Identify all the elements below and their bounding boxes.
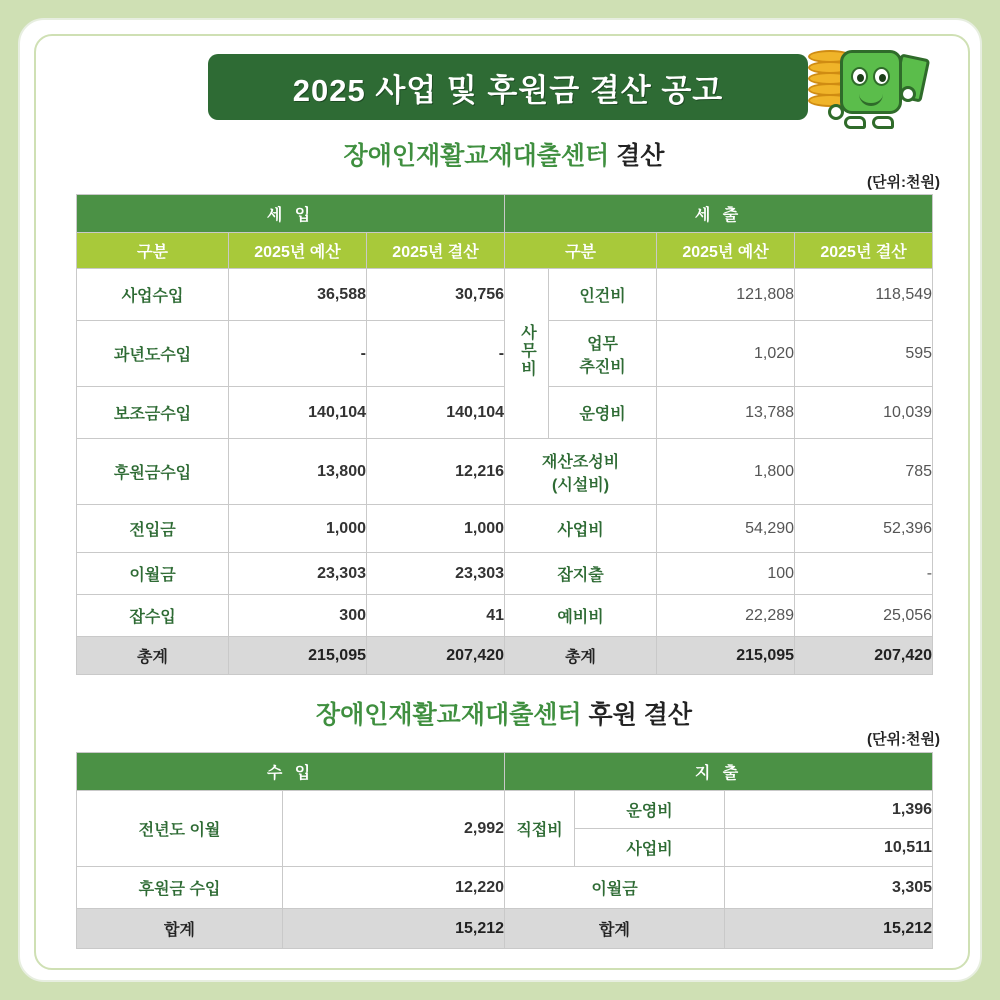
expense-budget-6: 100 (657, 553, 795, 595)
expense-settlement-1: 118,549 (795, 269, 933, 321)
expense-settlement-6: - (795, 553, 933, 595)
table-header-sub (77, 233, 933, 269)
settlement-table (76, 194, 933, 675)
section2-title-rest: 후원 결산 (581, 701, 693, 729)
income-budget-4: 13,800 (229, 439, 367, 505)
donation-income-amount-2: 12,220 (283, 867, 505, 909)
expense-total-label: 총계 (505, 637, 657, 675)
mascot-hand-right (900, 86, 916, 102)
expense-label-1: 인건비 (549, 269, 657, 321)
income-label-6: 이월금 (77, 553, 229, 595)
expense-settlement-3: 10,039 (795, 387, 933, 439)
donation-income-amount-1: 2,992 (283, 791, 505, 867)
section1-title-rest: 결산 (609, 142, 665, 170)
expense-total-budget: 215,095 (657, 637, 795, 675)
donation-income-label-2: 후원금 수입 (77, 867, 283, 909)
section1-unit: (단위:천원) (867, 174, 940, 191)
table-row (77, 791, 933, 829)
page-title: 2025 사업 및 후원금 결산 공고 (292, 72, 724, 108)
table-total-row (77, 637, 933, 675)
expense-header: 세 출 (505, 195, 933, 233)
expense-settlement-5: 52,396 (795, 505, 933, 553)
donation-expense-amount-2: 10,511 (725, 829, 933, 867)
income-budget-5: 1,000 (229, 505, 367, 553)
income-settlement-3: 140,104 (367, 387, 505, 439)
mascot-foot-right (872, 116, 894, 129)
poster-inner-border (34, 34, 970, 970)
expense-label-7: 예비비 (505, 595, 657, 637)
expense-label-4-line2: (시설비) (552, 476, 610, 494)
expense-group-samubi: 사무비 (505, 269, 549, 439)
table-row (77, 867, 933, 909)
expense-budget-4: 1,800 (657, 439, 795, 505)
donation-expense-label-1: 운영비 (575, 791, 725, 829)
donation-expense-total-label: 합계 (505, 909, 725, 949)
table-row (77, 269, 933, 321)
table-row (77, 595, 933, 637)
title-banner (208, 54, 808, 120)
col-income-settlement: 2025년 결산 (367, 233, 505, 269)
income-label-5: 전입금 (77, 505, 229, 553)
poster-card (18, 18, 982, 982)
expense-label-4 (505, 439, 657, 505)
income-total-label: 총계 (77, 637, 229, 675)
income-label-2: 과년도수입 (77, 321, 229, 387)
income-budget-2: - (229, 321, 367, 387)
section1-title-highlight: 장애인재활교재대출센터 (343, 142, 610, 170)
section1-title (36, 136, 972, 172)
donation-expense-header: 지 출 (505, 753, 933, 791)
donation-expense-total-amount: 15,212 (725, 909, 933, 949)
col-expense-category: 구분 (505, 233, 657, 269)
donation-expense-label-3: 이월금 (505, 867, 725, 909)
income-total-budget: 215,095 (229, 637, 367, 675)
donation-income-total-label: 합계 (77, 909, 283, 949)
expense-label-5: 사업비 (505, 505, 657, 553)
expense-budget-7: 22,289 (657, 595, 795, 637)
col-income-category: 구분 (77, 233, 229, 269)
income-label-4: 후원금수입 (77, 439, 229, 505)
table-header-main (77, 195, 933, 233)
income-label-3: 보조금수입 (77, 387, 229, 439)
expense-budget-1: 121,808 (657, 269, 795, 321)
income-budget-1: 36,588 (229, 269, 367, 321)
expense-settlement-7: 25,056 (795, 595, 933, 637)
donation-expense-amount-1: 1,396 (725, 791, 933, 829)
col-income-budget: 2025년 예산 (229, 233, 367, 269)
income-budget-6: 23,303 (229, 553, 367, 595)
donation-settlement-table (76, 752, 933, 949)
income-total-settlement: 207,420 (367, 637, 505, 675)
income-settlement-5: 1,000 (367, 505, 505, 553)
expense-budget-5: 54,290 (657, 505, 795, 553)
donation-income-label-1: 전년도 이월 (77, 791, 283, 867)
col-expense-budget: 2025년 예산 (657, 233, 795, 269)
donation-income-header: 수 입 (77, 753, 505, 791)
donation-expense-amount-3: 3,305 (725, 867, 933, 909)
income-settlement-4: 12,216 (367, 439, 505, 505)
table-row (77, 505, 933, 553)
donation-expense-group: 직접비 (505, 791, 575, 867)
table-row (77, 439, 933, 505)
table-row (77, 553, 933, 595)
income-settlement-2: - (367, 321, 505, 387)
expense-label-2 (549, 321, 657, 387)
expense-label-4-line1: 재산조성비 (541, 453, 620, 471)
expense-budget-3: 13,788 (657, 387, 795, 439)
expense-label-6: 잡지출 (505, 553, 657, 595)
donation-expense-label-2: 사업비 (575, 829, 725, 867)
expense-label-3: 운영비 (549, 387, 657, 439)
expense-settlement-4: 785 (795, 439, 933, 505)
mascot-hand-left (828, 104, 844, 120)
expense-total-settlement: 207,420 (795, 637, 933, 675)
title-banner-area (36, 48, 972, 136)
col-expense-settlement: 2025년 결산 (795, 233, 933, 269)
income-header: 세 입 (77, 195, 505, 233)
section2-unit: (단위:천원) (867, 731, 940, 748)
income-label-7: 잡수입 (77, 595, 229, 637)
mascot-body (840, 50, 902, 114)
mascot-foot-left (844, 116, 866, 129)
expense-label-2-line2: 추진비 (579, 358, 626, 376)
section2-title (36, 695, 972, 731)
income-settlement-6: 23,303 (367, 553, 505, 595)
income-budget-3: 140,104 (229, 387, 367, 439)
donation-total-row (77, 909, 933, 949)
income-label-1: 사업수입 (77, 269, 229, 321)
donation-header-row (77, 753, 933, 791)
expense-budget-2: 1,020 (657, 321, 795, 387)
expense-label-2-line1: 업무 (587, 335, 618, 353)
income-budget-7: 300 (229, 595, 367, 637)
income-settlement-1: 30,756 (367, 269, 505, 321)
section2-title-highlight: 장애인재활교재대출센터 (315, 701, 582, 729)
donation-income-total-amount: 15,212 (283, 909, 505, 949)
income-settlement-7: 41 (367, 595, 505, 637)
expense-settlement-2: 595 (795, 321, 933, 387)
